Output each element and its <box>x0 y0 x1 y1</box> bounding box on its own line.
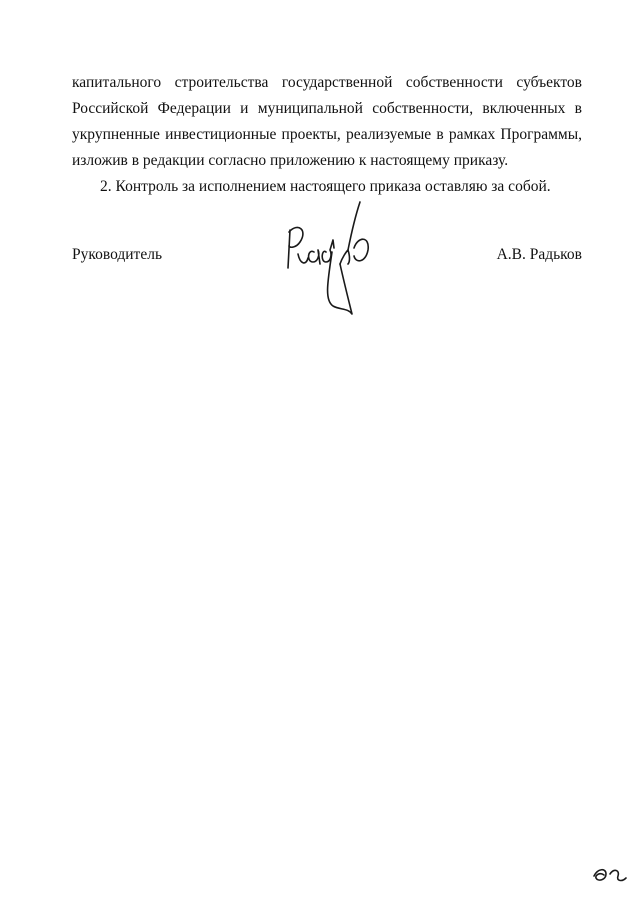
paragraph-2: 2. Контроль за исполнением настоящего приказа оставляю за собой. <box>100 178 551 195</box>
paragraph-1-line-1: капитального строительства государственной собственности субъектов <box>72 74 582 91</box>
paragraph-1-line-3: укрупненные инвестиционные проекты, реализуемые в рамках Программы, <box>72 126 582 143</box>
signatory-name: А.В. Радьков <box>496 246 582 263</box>
handwritten-signature <box>278 190 388 320</box>
paragraph-1-line-2: Российской Федерации и муниципальной собственности, включенных в <box>72 100 582 117</box>
document-body <box>72 70 582 200</box>
signatory-position: Руководитель <box>72 246 163 263</box>
paragraph-1-line-4: изложив в редакции согласно приложению к настоящему приказу. <box>72 152 509 169</box>
page-corner-mark <box>590 860 630 886</box>
